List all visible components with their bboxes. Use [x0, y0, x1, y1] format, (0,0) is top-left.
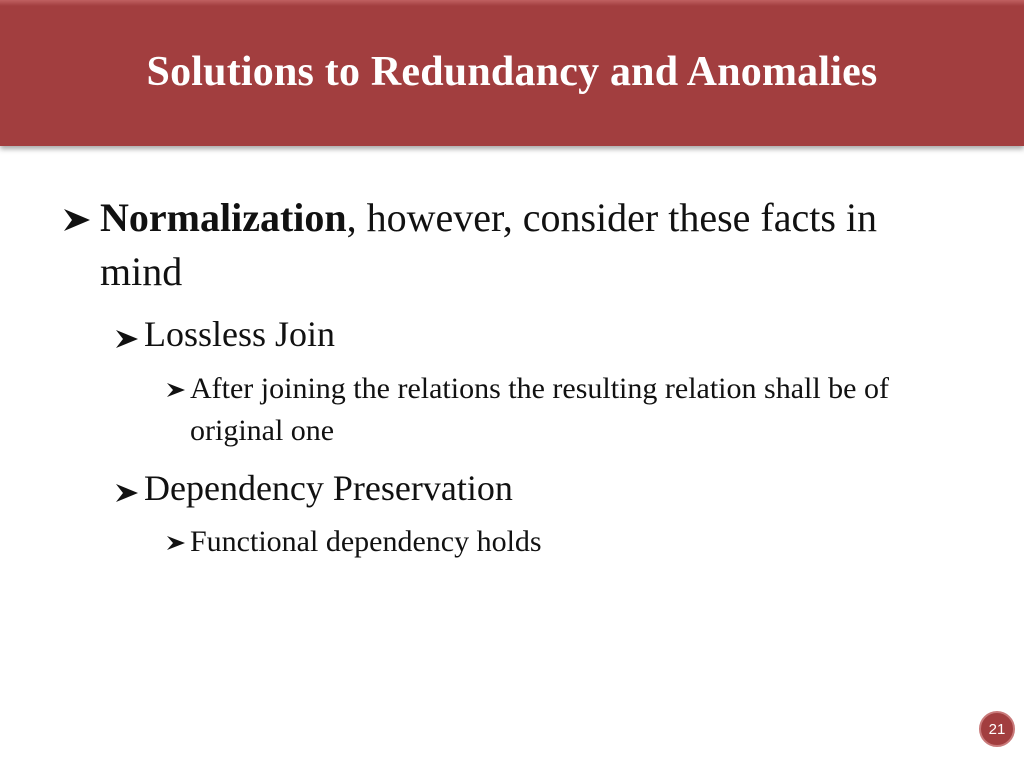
dependency-preservation-label: Dependency Preservation: [144, 468, 513, 508]
dependency-detail-text: Functional dependency holds: [190, 525, 542, 558]
normalization-term: Normalization: [100, 195, 347, 240]
bullet-normalization: [62, 191, 892, 299]
page-number-badge: 21: [979, 711, 1015, 747]
arrowhead-bullet-icon: [114, 482, 140, 504]
bullet-lossless-join: [114, 314, 335, 354]
arrowhead-bullet-icon: [165, 534, 187, 552]
bullet-lossless-detail: [165, 368, 965, 452]
bullet-text: [100, 191, 892, 299]
normalization-rest: , however, consider these facts in mind: [100, 195, 878, 294]
bullet-dependency-detail: [165, 521, 965, 563]
arrowhead-bullet-icon: [62, 207, 92, 233]
lossless-join-label: Lossless Join: [144, 314, 336, 354]
lossless-detail-text: After joining the relations the resulting relation shall be of original one: [190, 372, 889, 447]
slide-title: Solutions to Redundancy and Anomalies: [146, 49, 878, 95]
arrowhead-bullet-icon: [114, 328, 140, 350]
arrowhead-bullet-icon: [165, 381, 187, 399]
bullet-dependency-preservation: [114, 468, 513, 508]
